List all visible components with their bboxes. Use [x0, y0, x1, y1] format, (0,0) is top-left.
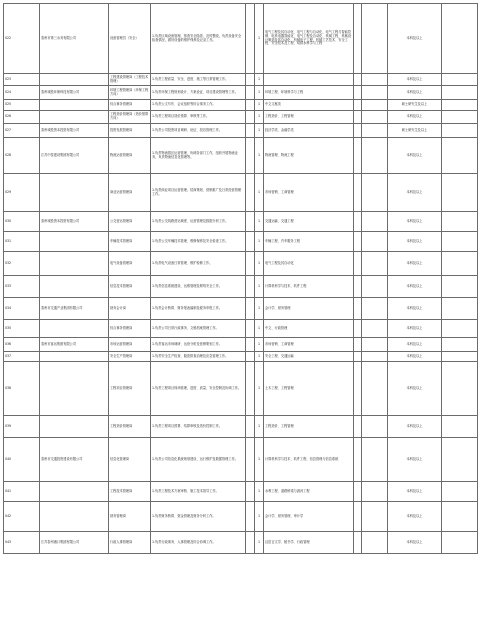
education-requirement: 本科及以上: [388, 502, 442, 532]
education-requirement: 本科及以上: [388, 276, 442, 298]
employer-name: 江苏泰州港口集团有限公司: [40, 532, 109, 554]
remarks: [442, 352, 478, 362]
blank-col-c: [362, 298, 388, 320]
headcount: 1: [255, 438, 264, 482]
remarks: [442, 124, 478, 138]
remarks: [442, 320, 478, 338]
blank-col-c: [362, 362, 388, 416]
remarks: [442, 252, 478, 276]
blank-col-c: [362, 174, 388, 212]
blank-col-c: [362, 74, 388, 86]
table-row: [4, 100, 478, 111]
major-requirement: 市场营销、工商管理: [264, 174, 354, 212]
blank-col-a: [246, 124, 255, 138]
blank-col-b: [354, 298, 362, 320]
blank-col-b: [354, 532, 362, 554]
major-requirement: 电气工程及其自动化: [264, 252, 354, 276]
remarks: [442, 174, 478, 212]
education-requirement: 本科及以上: [388, 416, 442, 438]
employer-name: 泰州市客运集团有限公司: [40, 338, 109, 352]
blank-col-c: [362, 232, 388, 252]
education-requirement: 本科及以上: [388, 438, 442, 482]
job-duties: 1.负责会计核算、财务报表编制及税务申报工作。: [151, 298, 246, 320]
position-name: 财务管理岗: [109, 502, 151, 532]
employer-name: 泰州市交通产业集团有限公司: [40, 298, 109, 320]
row-id: 028: [4, 138, 40, 174]
position-name: 设备管理员（安全）: [109, 4, 151, 74]
position-name: 安全生产管理岗: [109, 352, 151, 362]
headcount: 1: [255, 298, 264, 320]
remarks: [442, 532, 478, 554]
headcount: 1: [255, 416, 264, 438]
employer-name: [40, 416, 109, 438]
blank-col-b: [354, 100, 362, 111]
education-requirement: 本科及以上: [388, 4, 442, 74]
blank-col-b: [354, 86, 362, 100]
remarks: [442, 86, 478, 100]
row-id: 031: [4, 232, 40, 252]
major-requirement: 安全工程、交通运输: [264, 352, 354, 362]
position-name: 综合事务管理岗: [109, 320, 151, 338]
blank-col-c: [362, 276, 388, 298]
position-name: 商业运营管理岗: [109, 174, 151, 212]
blank-col-b: [354, 212, 362, 232]
row-id: 033: [4, 276, 40, 298]
education-requirement: 本科及以上: [388, 338, 442, 352]
employer-name: [40, 502, 109, 532]
blank-col-c: [362, 111, 388, 124]
employer-name: [40, 320, 109, 338]
employer-name: [40, 252, 109, 276]
job-duties: 1.负责行政事务、人事管理及综合协调工作。: [151, 532, 246, 554]
row-id: 035: [4, 320, 40, 338]
job-duties: 1.负责公交线路营运调度、运营管理及数据分析工作。: [151, 212, 246, 232]
remarks: [442, 502, 478, 532]
major-requirement: 市场营销、工商管理: [264, 338, 354, 352]
major-requirement: 工程造价、工程管理: [264, 111, 354, 124]
job-duties: 1.负责安全生产检查、隐患排查治理及应急管理工作。: [151, 352, 246, 362]
employer-name: [40, 362, 109, 416]
table-row: [4, 138, 478, 174]
position-name: 信息化管理岗: [109, 438, 151, 482]
blank-col-a: [246, 212, 255, 232]
row-id: 025: [4, 100, 40, 111]
job-duties: 1.负责环保工程规划设计、方案论证、项目建设管理等工作。: [151, 86, 246, 100]
blank-col-c: [362, 482, 388, 502]
education-requirement: 本科及以上: [388, 320, 442, 338]
blank-col-a: [246, 138, 255, 174]
education-requirement: 本科及以上: [388, 174, 442, 212]
blank-col-c: [362, 212, 388, 232]
headcount: 1: [255, 138, 264, 174]
job-duties: 1.负责公交车辆技术管理、维修保养及安全检查工作。: [151, 232, 246, 252]
row-id: 040: [4, 438, 40, 482]
blank-col-a: [246, 174, 255, 212]
row-id: 043: [4, 532, 40, 554]
employer-name: [40, 111, 109, 124]
remarks: [442, 138, 478, 174]
blank-col-a: [246, 276, 255, 298]
blank-col-c: [362, 338, 388, 352]
headcount: 1: [255, 124, 264, 138]
blank-col-c: [362, 416, 388, 438]
table-row: [4, 338, 478, 352]
blank-col-a: [246, 362, 255, 416]
table-row: [4, 362, 478, 416]
row-id: 042: [4, 502, 40, 532]
major-requirement: 会计学、财务管理、审计学: [264, 502, 354, 532]
job-duties: 1.负责工程技术方案审核、施工技术指导工作。: [151, 482, 246, 502]
employer-name: 泰州市交通投资建设有限公司: [40, 438, 109, 482]
blank-col-b: [354, 438, 362, 482]
position-name: 工程造价管理岗: [109, 416, 151, 438]
remarks: [442, 74, 478, 86]
job-duties: 1.负责客运市场调研、运营分析及营销策划工作。: [151, 338, 246, 352]
remarks: [442, 4, 478, 74]
employer-name: 泰州城投资本投资有限公司: [40, 212, 109, 232]
table-row: [4, 174, 478, 212]
education-requirement: 本科及以上: [388, 232, 442, 252]
major-requirement: 中文、行政管理: [264, 320, 354, 338]
table-row: [4, 252, 478, 276]
table-row: [4, 212, 478, 232]
major-requirement: 工程造价、工程管理: [264, 416, 354, 438]
employer-name: [40, 276, 109, 298]
table-row: [4, 482, 478, 502]
table-row: [4, 502, 478, 532]
employer-name: [40, 352, 109, 362]
job-duties: 1.负责公司日常行政事务、文秘档案管理工作。: [151, 320, 246, 338]
blank-col-a: [246, 482, 255, 502]
table-row: [4, 232, 478, 252]
position-name: 财务会计岗: [109, 298, 151, 320]
blank-col-b: [354, 362, 362, 416]
blank-col-c: [362, 100, 388, 111]
remarks: [442, 111, 478, 124]
blank-col-a: [246, 320, 255, 338]
remarks: [442, 416, 478, 438]
blank-col-c: [362, 438, 388, 482]
row-id: 039: [4, 416, 40, 438]
blank-col-b: [354, 276, 362, 298]
blank-col-c: [362, 320, 388, 338]
remarks: [442, 212, 478, 232]
blank-col-b: [354, 111, 362, 124]
education-requirement: 本科及以上: [388, 138, 442, 174]
remarks: [442, 298, 478, 320]
blank-col-a: [246, 232, 255, 252]
blank-col-b: [354, 232, 362, 252]
headcount: 1: [255, 276, 264, 298]
remarks: [442, 100, 478, 111]
blank-col-b: [354, 352, 362, 362]
blank-col-a: [246, 100, 255, 111]
blank-col-b: [354, 252, 362, 276]
headcount: 1: [255, 86, 264, 100]
major-requirement: 水利工程、道路桥梁与渡河工程: [264, 482, 354, 502]
row-id: 041: [4, 482, 40, 502]
education-requirement: 本科及以上: [388, 362, 442, 416]
blank-col-a: [246, 438, 255, 482]
position-name: 综合事务管理岗: [109, 100, 151, 111]
education-requirement: 本科及以上: [388, 482, 442, 502]
major-requirement: 环境工程、环境科学与工程: [264, 86, 354, 100]
employer-name: [40, 232, 109, 252]
education-requirement: 本科及以上: [388, 86, 442, 100]
job-duties: 1.负责财务核算、资金管理及财务分析工作。: [151, 502, 246, 532]
table-row: [4, 111, 478, 124]
table-row: [4, 276, 478, 298]
major-requirement: 交通运输、交通工程: [264, 212, 354, 232]
education-requirement: 本科及以上: [388, 298, 442, 320]
blank-col-a: [246, 74, 255, 86]
major-requirement: [264, 74, 354, 86]
row-id: 022: [4, 4, 40, 74]
position-name: 工程建设管理岗（工程技术管理）: [109, 74, 151, 86]
blank-col-a: [246, 86, 255, 100]
education-requirement: 本科及以上: [388, 352, 442, 362]
blank-col-b: [354, 124, 362, 138]
blank-col-a: [246, 4, 255, 74]
row-id: 023: [4, 74, 40, 86]
major-requirement: 中文文秘类: [264, 100, 354, 111]
row-id: 026: [4, 111, 40, 124]
major-requirement: 会计学、财务管理: [264, 298, 354, 320]
headcount: 1: [255, 320, 264, 338]
headcount: 1: [255, 232, 264, 252]
blank-col-b: [354, 174, 362, 212]
blank-col-b: [354, 338, 362, 352]
table-row: [4, 532, 478, 554]
blank-col-a: [246, 502, 255, 532]
blank-col-b: [354, 74, 362, 86]
position-name: 物流运营管理岗: [109, 138, 151, 174]
blank-col-a: [246, 298, 255, 320]
position-name: 行政人事管理岗: [109, 532, 151, 554]
employer-name: [40, 100, 109, 111]
blank-col-a: [246, 416, 255, 438]
education-requirement: 本科及以上: [388, 74, 442, 86]
job-duties: 1.负责公司投资项目调研、论证、投后管理工作。: [151, 124, 246, 138]
row-id: 034: [4, 298, 40, 320]
position-name: 公交营运管理岗: [109, 212, 151, 232]
table-row: [4, 416, 478, 438]
major-requirement: 电气工程及其自动化、电气工程与自动化、电气工程与智能控制、电机电器智能化、电气工程及自动化、机械工程、机械设计制造及其自动化、机械电子工程、机械工艺技术、安全工程、安全技术及工程、给排水科学与工程: [264, 4, 354, 74]
row-id: 029: [4, 174, 40, 212]
table-row: [4, 4, 478, 74]
blank-col-a: [246, 352, 255, 362]
position-name: 市场运营管理岗: [109, 338, 151, 352]
blank-col-c: [362, 532, 388, 554]
position-name: 工程项目管理岗: [109, 362, 151, 416]
education-requirement: 本科及以上: [388, 212, 442, 232]
job-duties: 1.负责工程项目预算、结算审核及造价控制工作。: [151, 416, 246, 438]
blank-col-c: [362, 352, 388, 362]
row-id: 038: [4, 362, 40, 416]
major-requirement: 汉语言文学、秘书学、行政管理: [264, 532, 354, 554]
employer-name: 泰州市第三水务有限公司: [40, 4, 109, 74]
blank-col-c: [362, 252, 388, 276]
blank-col-a: [246, 338, 255, 352]
blank-col-b: [354, 138, 362, 174]
employer-name: [40, 74, 109, 86]
major-requirement: 经济学类、金融学类: [264, 124, 354, 138]
major-requirement: 物流管理、物流工程: [264, 138, 354, 174]
employer-name: [40, 174, 109, 212]
headcount: 1: [255, 174, 264, 212]
headcount: 1: [255, 252, 264, 276]
blank-col-c: [362, 86, 388, 100]
major-requirement: 计算机科学与技术、软件工程: [264, 276, 354, 298]
education-requirement: 本科及以上: [388, 111, 442, 124]
table-row: [4, 124, 478, 138]
table-body: [4, 4, 478, 554]
remarks: [442, 482, 478, 502]
blank-col-b: [354, 320, 362, 338]
major-requirement: 土木工程、工程管理: [264, 362, 354, 416]
table-row: [4, 438, 478, 482]
headcount: 1: [255, 532, 264, 554]
headcount: 1: [255, 4, 264, 74]
remarks: [442, 338, 478, 352]
education-requirement: 本科及以上: [388, 532, 442, 554]
table-row: [4, 298, 478, 320]
major-requirement: 计算机科学与技术、软件工程、信息管理与信息系统: [264, 438, 354, 482]
row-id: 032: [4, 252, 40, 276]
position-name: 信息技术管理岗: [109, 276, 151, 298]
table-row: [4, 86, 478, 100]
education-requirement: 本科及以上: [388, 252, 442, 276]
position-name: 工程技术管理岗: [109, 482, 151, 502]
row-id: 024: [4, 86, 40, 100]
blank-col-a: [246, 111, 255, 124]
row-id: 027: [4, 124, 40, 138]
blank-col-b: [354, 4, 362, 74]
job-duties: 1.负责电气设备日常管理、维护检修工作。: [151, 252, 246, 276]
blank-col-c: [362, 4, 388, 74]
employer-name: 泰州城投资本投资有限公司: [40, 124, 109, 138]
row-id: 030: [4, 212, 40, 232]
blank-col-c: [362, 138, 388, 174]
blank-col-c: [362, 502, 388, 532]
remarks: [442, 232, 478, 252]
table-row: [4, 352, 478, 362]
job-duties: 1.负责商业项目运营管理，招商策划、营销推广及日常经营管理工作。: [151, 174, 246, 212]
recruitment-table: [3, 3, 478, 554]
position-name: 投资发展管理岗: [109, 124, 151, 138]
blank-col-a: [246, 252, 255, 276]
job-duties: 1.负责公司信息化系统规划建设、运行维护及数据管理工作。: [151, 438, 246, 482]
row-id: 036: [4, 338, 40, 352]
blank-col-c: [362, 124, 388, 138]
job-duties: 1.负责物流园区运营管理，协调各部门工作，组织开展物流业务，负责物流信息化管理等。: [151, 138, 246, 174]
headcount: 1: [255, 502, 264, 532]
row-id: 037: [4, 352, 40, 362]
job-duties: 1.负责区域设备管理，排查安全隐患，及时整改，负责设备安全检查情况，做好设备的维护保养及记录工作。: [151, 4, 246, 74]
education-requirement: 硕士研究生及以上: [388, 100, 442, 111]
job-duties: 1.负责工程项目现场管理，进度、质量、安全控制及协调工作。: [151, 362, 246, 416]
remarks: [442, 362, 478, 416]
education-requirement: 硕士研究生及以上: [388, 124, 442, 138]
remarks: [442, 276, 478, 298]
blank-col-a: [246, 532, 255, 554]
employer-name: [40, 482, 109, 502]
position-name: 工程造价管理岗（造价预算方向）: [109, 111, 151, 124]
blank-col-b: [354, 416, 362, 438]
position-name: 电气设备管理岗: [109, 252, 151, 276]
blank-col-b: [354, 482, 362, 502]
headcount: 1: [255, 74, 264, 86]
headcount: 1: [255, 482, 264, 502]
headcount: 1: [255, 111, 264, 124]
blank-col-b: [354, 502, 362, 532]
position-name: 环境工程管理岗（环保工程方向）: [109, 86, 151, 100]
headcount: 1: [255, 338, 264, 352]
employer-name: 江苏中泰建设集团有限公司: [40, 138, 109, 174]
employer-name: 泰州城投环保科技有限公司: [40, 86, 109, 100]
headcount: 1: [255, 362, 264, 416]
headcount: 1: [255, 212, 264, 232]
headcount: 1: [255, 352, 264, 362]
major-requirement: 车辆工程、汽车服务工程: [264, 232, 354, 252]
table-row: [4, 74, 478, 86]
headcount: 1: [255, 100, 264, 111]
job-duties: 1.负责公文写作、会议组织等综合事务工作。: [151, 100, 246, 111]
table-row: [4, 320, 478, 338]
job-duties: 1.负责工程质量、安全、进度、施工等日常管理工作。: [151, 74, 246, 86]
remarks: [442, 438, 478, 482]
job-duties: 1.负责信息系统建设、运维管理及网络安全工作。: [151, 276, 246, 298]
position-name: 车辆技术管理岗: [109, 232, 151, 252]
job-duties: 1.负责工程项目造价预算、审核等工作。: [151, 111, 246, 124]
